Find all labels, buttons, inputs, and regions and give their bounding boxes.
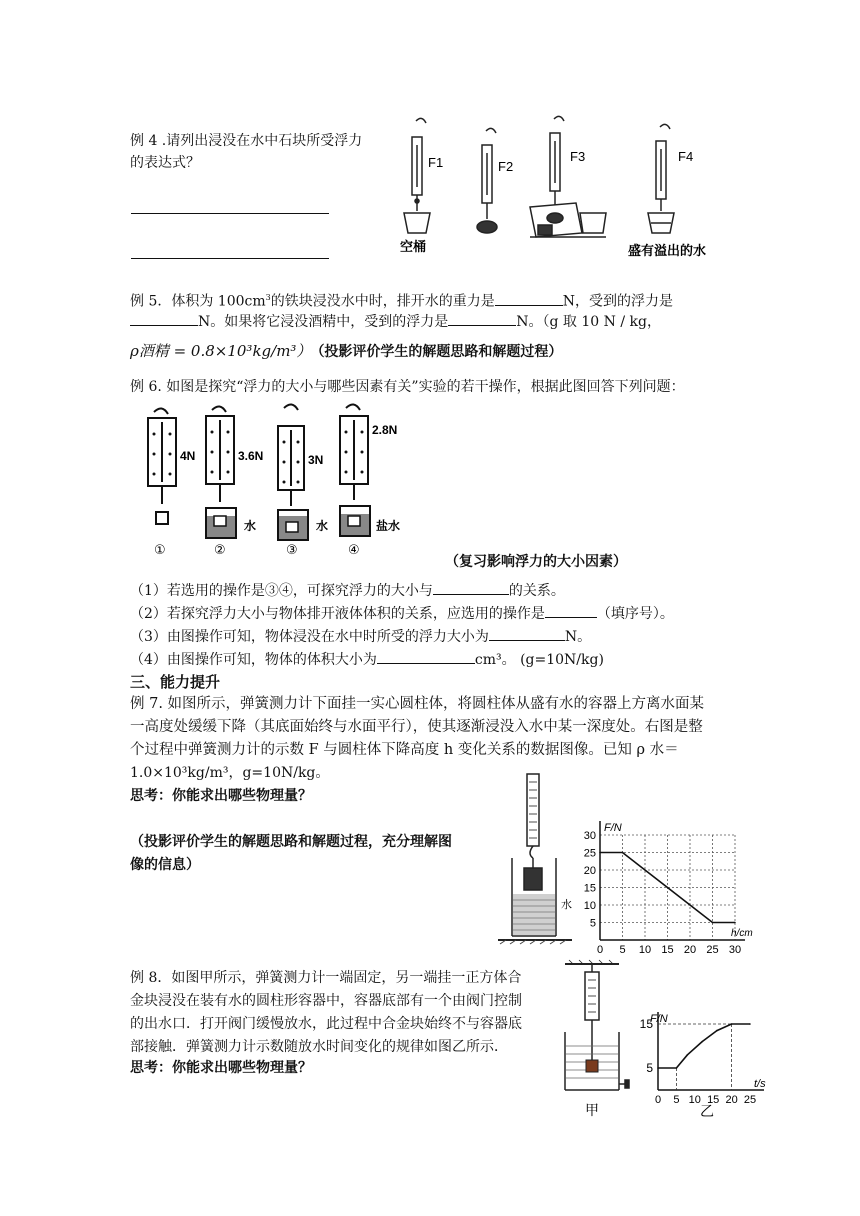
data-point-1 [622, 852, 624, 854]
ex4-figure [390, 115, 730, 260]
x-tick-label-2: 10 [638, 944, 652, 956]
ex4-text-line1: 例 4 .请列出浸没在水中石块所受浮力 [130, 133, 363, 149]
y-tick-label-1: 10 [583, 900, 596, 912]
x-tick-label-4: 20 [683, 944, 697, 956]
step-label-4: ④ [348, 542, 360, 557]
ex6-q1-text-a: （1）若选用的操作是③④，可探究浮力的大小与 [130, 583, 433, 599]
blank-displaced-weight[interactable] [495, 291, 563, 306]
ex6-q1-text-b: 的关系。 [508, 583, 565, 599]
y-axis-label: F/N [650, 1013, 668, 1025]
ex8-line4: 部接触．弹簧测力计示数随放水时间变化的规律如图乙所示． [130, 1039, 508, 1055]
y-tick-label-2: 15 [583, 882, 596, 895]
x-axis-label: h/cm [731, 928, 753, 939]
data-point-2 [687, 1054, 689, 1056]
x-tick-label-1: 5 [673, 1094, 680, 1106]
y-tick-label-4: 25 [583, 847, 596, 860]
ex7-line2: 一高度处缓缓下降（其底面始终与水面平行），使其逐渐浸没入水中某一深度处。右图是整 [130, 719, 703, 735]
ex8-line3: 的出水口．打开阀门缓慢放水，此过程中合金块始终不与容器底 [130, 1016, 522, 1032]
y-tick-label-0: 5 [646, 1061, 653, 1075]
data-point-3 [701, 1041, 703, 1043]
y-tick-label-1: 15 [639, 1017, 653, 1031]
x-tick-label-0: 0 [596, 944, 604, 956]
x-tick-label-1: 5 [619, 944, 626, 956]
step-label-2: ② [214, 542, 226, 557]
ex5-line1-part-c: N，受到的浮力是 [562, 293, 673, 310]
ex5-line2-part-b: N。（g 取 10 N / kg， [516, 314, 661, 330]
ex7-think: 思考：你能求出哪些物理量？ [130, 788, 312, 804]
ex7-note-line1: （投影评价学生的解题思路和解题过程，充分理解图 [130, 834, 452, 850]
answer-line-2 [131, 258, 329, 259]
ex7-graph [578, 800, 753, 956]
ex7-line3: 个过程中弹簧测力计的示数 F 与圆柱体下降高度 h 变化关系的数据图像。已知 ρ 水＝ [130, 742, 679, 758]
ex4-text-line2: 的表达式？ [130, 155, 200, 171]
ex7-note-line2: 像的信息） [130, 857, 200, 873]
ex6-q3-text-b: N。 [564, 629, 592, 645]
ex5-note: （投影评价学生的解题思路和解题过程） [317, 344, 563, 360]
ex5-line2-part-a: N。如果将它浸没酒精中，受到的浮力是 [198, 314, 449, 330]
ex6-q1 [130, 580, 565, 602]
ex8-apparatus [555, 960, 633, 1122]
label-empty-bucket: 空桶 [400, 239, 427, 254]
ex8-line1: 例 8．如图甲所示，弹簧测力计一端固定，另一端挂一正方体合 [130, 970, 522, 986]
y-tick-label-0: 5 [589, 917, 596, 930]
x-tick-label-0: 0 [654, 1094, 662, 1106]
label-overflow-water: 盛有溢出的水 [628, 243, 707, 258]
y-axis-label: F/N [604, 822, 622, 834]
ex7-graph-plot [584, 821, 753, 956]
data-point-4 [716, 1030, 718, 1032]
reading-4: 2.8N [372, 423, 398, 437]
answer-line-1 [131, 213, 329, 214]
liquid-label-2: 水 [244, 519, 257, 533]
data-point-6 [749, 1023, 751, 1025]
ex6-q3-text-a: （3）由图操作可知，物体浸没在水中时所受的浮力大小为 [130, 629, 489, 645]
data-point-5 [731, 1023, 733, 1025]
ex6-q2-text-a: （2）若探究浮力大小与物体排开液体体积的关系，应选用的操作是 [130, 606, 545, 622]
data-point-0 [657, 1067, 659, 1069]
water-label: 水 [561, 899, 572, 911]
blank-q3[interactable] [489, 626, 565, 641]
label-f2: F2 [498, 159, 514, 174]
ex6-figure [140, 404, 440, 556]
ex6-q3 [130, 626, 591, 648]
label-jia: 甲 [585, 1102, 599, 1118]
reading-2: 3.6N [238, 449, 264, 463]
ex8-graph-plot [640, 1012, 766, 1106]
section-title: 三、能力提升 [130, 673, 221, 691]
blank-q4[interactable] [377, 649, 475, 664]
ex6-q4 [130, 649, 604, 671]
ex6-q2 [130, 603, 674, 625]
x-tick-label-4: 20 [725, 1094, 738, 1106]
liquid-label-4: 盐水 [376, 519, 401, 533]
ex6-note: （复习影响浮力的大小因素） [445, 554, 627, 570]
ex5-line1: 例 5．体积为 $100cm^3$的铁块浸没水中时，排开水的重力是 N，受到的浮力是 [130, 287, 673, 313]
ex7-line1: 例 7. 如图所示，弹簧测力计下面挂一实心圆柱体，将圆柱体从盛有水的容器上方离水面某 [130, 696, 705, 712]
series-line [658, 1024, 750, 1068]
ex5-line3 [130, 339, 562, 364]
x-axis-label: t/s [754, 1078, 766, 1090]
x-tick-label-5: 25 [706, 944, 719, 956]
label-f4: F4 [678, 149, 694, 164]
data-point-0 [599, 852, 601, 854]
ex8-think: 思考：你能求出哪些物理量？ [130, 1060, 312, 1076]
label-f3: F3 [570, 149, 586, 164]
ex5-line1-part-b: 的铁块浸没水中时，排开水的重力是 [270, 293, 495, 310]
ex6-q4-text-a: （4）由图操作可知，物体的体积大小为 [130, 652, 377, 668]
blank-buoyancy-water[interactable] [130, 311, 198, 326]
data-point-1 [676, 1067, 678, 1069]
data-point-2 [712, 922, 714, 924]
ex7-apparatus [490, 768, 580, 944]
y-tick-label-5: 30 [583, 830, 596, 842]
x-tick-label-3: 15 [661, 944, 674, 956]
ex5-line2 [130, 311, 661, 333]
blank-q1[interactable] [433, 580, 509, 595]
alcohol-density-formula: ρ酒精 = 0.8×10³kg/m³） [130, 342, 312, 360]
ex8-line2: 金块浸没在装有水的圆柱形容器中，容器底部有一个由阀门控制 [130, 993, 522, 1009]
liquid-label-3: 水 [316, 519, 329, 533]
reading-1: 4N [180, 449, 196, 463]
label-f1: F1 [428, 155, 444, 170]
ex8-graph [636, 1010, 776, 1122]
ex6-q2-text-b: （填序号）。 [596, 606, 674, 622]
blank-buoyancy-alcohol[interactable] [448, 311, 516, 326]
data-point-3 [734, 922, 736, 924]
ex6-intro: 例 6. 如图是探究“浮力的大小与哪些因素有关”实验的若干操作，根据此图回答下列问题： [130, 379, 685, 395]
reading-3: 3N [308, 453, 324, 467]
ex6-q4-text-b: cm³。 (g=10N/kg) [474, 652, 604, 668]
step-label-1: ① [154, 542, 166, 557]
blank-q2[interactable] [545, 603, 597, 618]
ex5-line1-part-a: 例 5．体积为 100cm [130, 293, 266, 310]
x-tick-label-3: 15 [707, 1094, 720, 1106]
x-tick-label-5: 25 [743, 1094, 757, 1106]
y-tick-label-3: 20 [583, 865, 596, 877]
x-tick-label-6: 30 [728, 944, 742, 956]
label-yi: 乙 [700, 1103, 714, 1119]
step-label-3: ③ [286, 542, 298, 557]
ex7-line4: 1.0×10³kg/m³，g=10N/kg。 [130, 765, 330, 781]
x-tick-label-2: 10 [688, 1094, 701, 1106]
